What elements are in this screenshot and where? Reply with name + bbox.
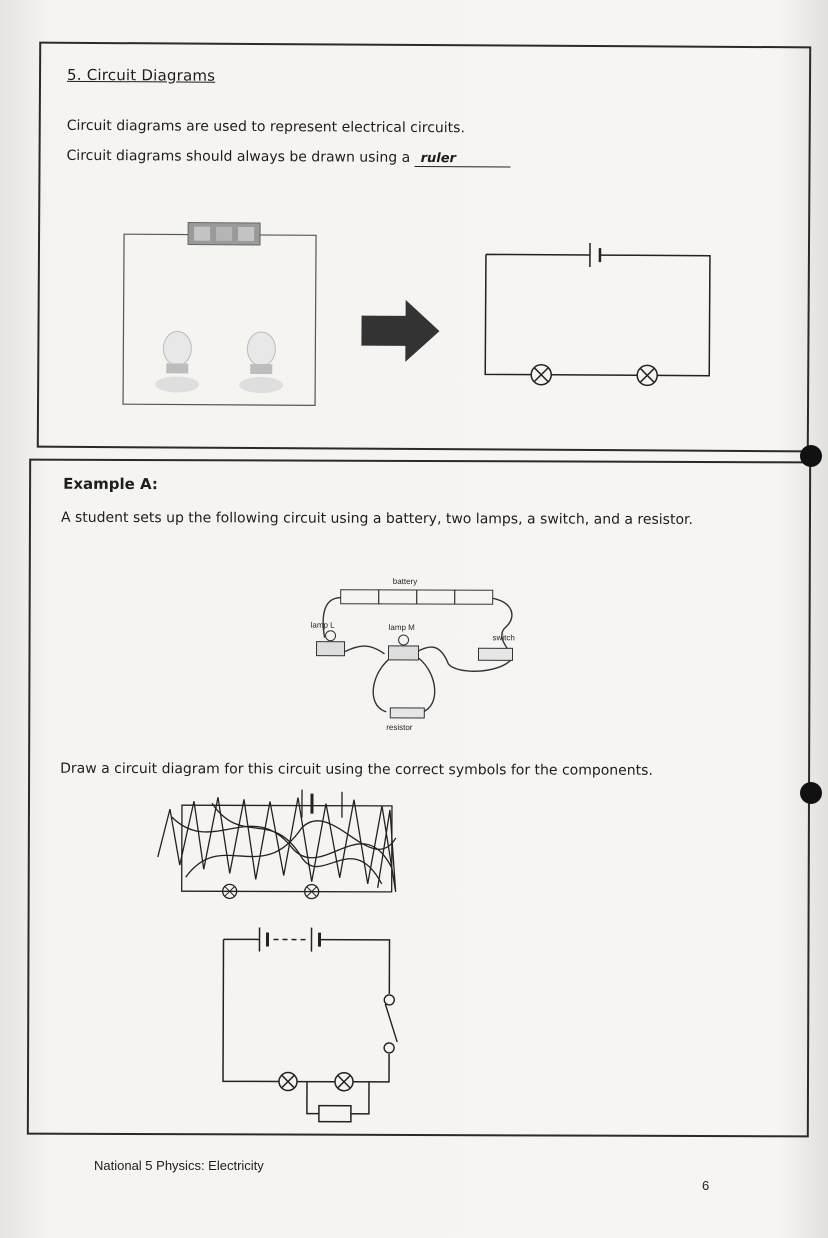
- arrow-right-icon: [361, 300, 441, 362]
- example-a-section: [27, 459, 811, 1138]
- punch-hole-2: [800, 782, 822, 804]
- bulb-photo-1: [155, 331, 199, 392]
- lamp-m-label: lamp M: [388, 622, 415, 632]
- apparatus-illustration: [300, 574, 541, 735]
- lamp-m-symbol: [335, 1073, 353, 1091]
- example-title: Example A:: [63, 474, 158, 494]
- page-number: 6: [702, 1178, 710, 1193]
- symbol-circuit-diagram: [479, 232, 720, 393]
- section-title: 5. Circuit Diagrams: [66, 65, 216, 85]
- lamp-symbol-2: [637, 365, 657, 385]
- lamp-symbol-1: [531, 365, 551, 385]
- handwritten-answer: ruler: [415, 151, 511, 168]
- lamp-l-holder: [316, 631, 344, 656]
- battery-label: battery: [392, 576, 418, 586]
- resistor-block: [390, 708, 424, 718]
- switch-label: switch: [492, 633, 515, 643]
- example-description: A student sets up the following circuit using a battery, two lamps, a switch, and a resistor.: [60, 509, 694, 528]
- intro-line-2-text: Circuit diagrams should always be drawn using a: [66, 147, 411, 166]
- resistor-label: resistor: [386, 722, 413, 732]
- circuit-diagrams-section: [37, 42, 811, 453]
- intro-line-1: Circuit diagrams are used to represent electrical circuits.: [66, 117, 465, 137]
- footer-course: National 5 Physics: Electricity: [94, 1158, 264, 1173]
- switch-symbol: [384, 995, 397, 1053]
- scribbled-attempt: [152, 787, 412, 918]
- punch-hole-1: [800, 445, 822, 467]
- lamp-l-symbol: [279, 1073, 297, 1091]
- intro-line-2: [66, 148, 510, 168]
- bulb-photo-2: [239, 332, 283, 393]
- lamp-m-holder: [388, 635, 418, 660]
- resistor-symbol: [319, 1106, 351, 1122]
- lamp-l-label: lamp L: [310, 620, 335, 630]
- hand-drawn-circuit-diagram: [219, 923, 410, 1134]
- instruction-text: Draw a circuit diagram for this circuit using the correct symbols for the components.: [60, 760, 653, 779]
- switch-block: [478, 648, 512, 660]
- battery-cells: [341, 590, 493, 605]
- real-circuit-photo: [119, 220, 320, 411]
